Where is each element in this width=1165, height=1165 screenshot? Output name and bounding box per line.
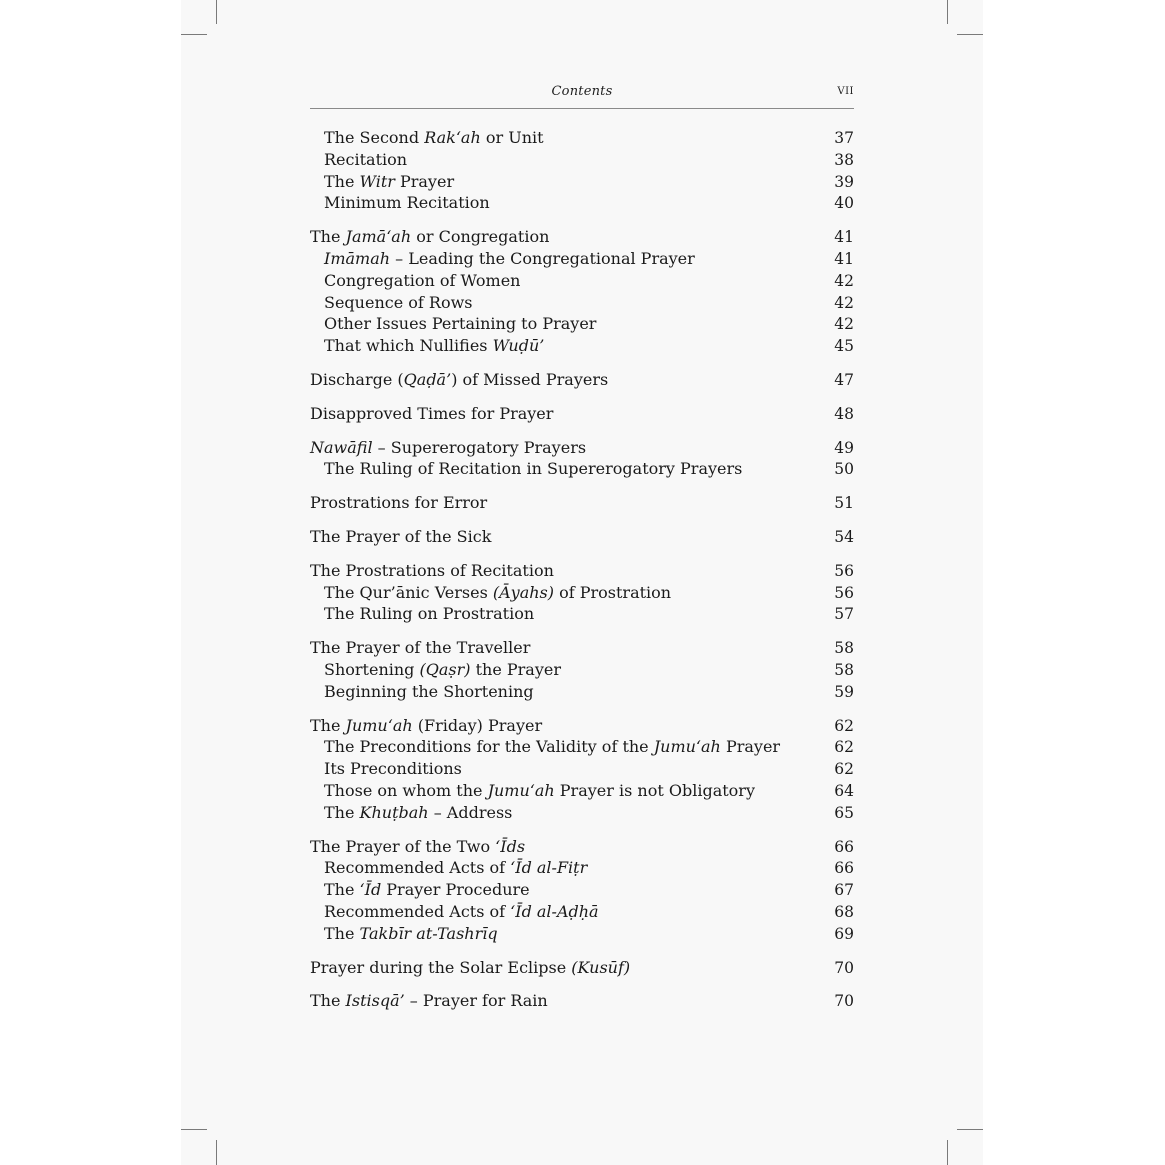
toc-entry-title-italic: Jumu‘ah bbox=[653, 737, 721, 757]
toc-entry-page-number: 41 bbox=[834, 249, 854, 268]
toc-entry-title-italic: Qaḍā’ bbox=[403, 369, 452, 389]
toc-entry-title-text: The Ruling of Recitation in Supererogatory Prayers bbox=[324, 459, 743, 479]
toc-entry-title-text: Disapproved Times for Prayer bbox=[310, 403, 554, 423]
toc-entry-page-number: 68 bbox=[834, 902, 854, 921]
toc-entry[interactable] bbox=[310, 990, 854, 1012]
toc-entry[interactable] bbox=[310, 526, 854, 548]
toc-entry-title-italic: Jamā‘ah bbox=[345, 227, 412, 247]
toc-entry-title bbox=[310, 603, 534, 625]
toc-entry-title-text: The Qur’ānic Verses bbox=[324, 582, 493, 602]
toc-entry-title-text: The bbox=[310, 715, 346, 735]
crop-mark-top-right-horizontal bbox=[957, 34, 983, 35]
toc-entry-page-number: 42 bbox=[834, 315, 854, 334]
toc-entry-title-text: The Prayer of the Sick bbox=[310, 526, 492, 546]
crop-mark-bottom-right-vertical bbox=[947, 1140, 948, 1165]
toc-entry-title-italic: Istisqā’ bbox=[345, 991, 405, 1011]
toc-section bbox=[310, 836, 854, 945]
toc-section bbox=[310, 127, 854, 214]
toc-entry-title-italic: (Āyahs) bbox=[492, 582, 555, 602]
running-header bbox=[310, 84, 854, 109]
toc-entry-page-number: 48 bbox=[834, 404, 854, 423]
toc-section bbox=[310, 637, 854, 702]
toc-entry-title-text: Those on whom the bbox=[324, 780, 488, 800]
toc-entry-page-number: 70 bbox=[834, 958, 854, 977]
toc-entry-page-number: 62 bbox=[834, 760, 854, 779]
toc-entry-title-text: The bbox=[324, 923, 360, 943]
toc-subentry[interactable] bbox=[310, 603, 854, 625]
toc-subentry[interactable] bbox=[310, 780, 854, 802]
toc-entry-page-number: 64 bbox=[834, 781, 854, 800]
toc-entry-title-text: The bbox=[324, 880, 360, 900]
toc-entry-title bbox=[310, 248, 695, 270]
toc-entry-title-text: ) of Missed Prayers bbox=[451, 369, 609, 389]
toc-entry-title-text: Recitation bbox=[324, 149, 408, 169]
toc-entry-title-italic: Rak‘ah bbox=[424, 128, 481, 147]
toc-subentry[interactable] bbox=[310, 127, 854, 149]
crop-mark-top-left-vertical bbox=[216, 0, 217, 24]
toc-section bbox=[310, 437, 854, 481]
toc-entry-title bbox=[310, 780, 755, 802]
toc-entry-title bbox=[310, 715, 542, 737]
toc-entry-title-text: Prayer is not Obligatory bbox=[554, 780, 755, 800]
toc-entry-title bbox=[310, 582, 671, 604]
toc-entry-title-text: The Prostrations of Recitation bbox=[310, 560, 554, 580]
toc-entry-title bbox=[310, 802, 512, 824]
toc-section bbox=[310, 369, 854, 391]
toc-entry-title bbox=[310, 637, 530, 659]
toc-entry-title-text: Prayer Procedure bbox=[381, 880, 530, 900]
toc-subentry[interactable] bbox=[310, 149, 854, 171]
toc-entry-title-italic: (Kusūf) bbox=[571, 957, 631, 977]
toc-entry-title-text: Recommended Acts of bbox=[324, 858, 511, 878]
toc-entry-title-text: The Prayer of the Traveller bbox=[310, 638, 531, 658]
toc-subentry[interactable] bbox=[310, 582, 854, 604]
toc-entry-title-text: – Leading the Congregational Prayer bbox=[390, 248, 695, 268]
toc-subentry[interactable] bbox=[310, 857, 854, 879]
toc-entry-title-text: Prayer bbox=[394, 171, 455, 191]
toc-subentry[interactable] bbox=[310, 681, 854, 703]
toc-entry-title bbox=[310, 149, 407, 171]
toc-entry-page-number: 47 bbox=[834, 370, 854, 389]
toc-entry-page-number: 57 bbox=[834, 605, 854, 624]
toc-entry-title bbox=[310, 901, 599, 923]
toc-section bbox=[310, 492, 854, 514]
toc-entry-page-number: 67 bbox=[834, 881, 854, 900]
toc-entry-title-text: of Prostration bbox=[554, 582, 672, 602]
toc-entry-page-number: 66 bbox=[834, 837, 854, 856]
toc-entry[interactable] bbox=[310, 226, 854, 248]
toc-entry-page-number: 38 bbox=[834, 150, 854, 169]
toc-entry-page-number: 37 bbox=[834, 129, 854, 147]
toc-entry-title-text: the Prayer bbox=[470, 659, 561, 679]
toc-entry-title bbox=[310, 335, 544, 357]
running-header-page-number: VII bbox=[837, 86, 854, 97]
toc-entry-title bbox=[310, 526, 491, 548]
toc-entry-title-text: Its Preconditions bbox=[324, 759, 462, 779]
toc-subentry[interactable] bbox=[310, 292, 854, 314]
toc-entry[interactable] bbox=[310, 957, 854, 979]
toc-subentry[interactable] bbox=[310, 248, 854, 270]
toc-entry[interactable] bbox=[310, 437, 854, 459]
toc-entry-title bbox=[310, 836, 525, 858]
toc-entry-page-number: 62 bbox=[834, 738, 854, 757]
toc-entry-page-number: 45 bbox=[834, 337, 854, 356]
toc-entry-title-text: Prostrations for Error bbox=[310, 493, 488, 513]
toc-entry-title bbox=[310, 437, 586, 459]
toc-entry-title-text: The bbox=[324, 802, 360, 822]
toc-entry-page-number: 56 bbox=[834, 583, 854, 602]
crop-mark-bottom-right-horizontal bbox=[957, 1129, 983, 1130]
toc-entry-page-number: 66 bbox=[834, 859, 854, 878]
toc-entry-title-text: The Prayer of the Two bbox=[310, 836, 496, 856]
toc-entry-page-number: 40 bbox=[834, 194, 854, 213]
toc-entry[interactable] bbox=[310, 637, 854, 659]
toc-entry[interactable] bbox=[310, 715, 854, 737]
toc-entry[interactable] bbox=[310, 560, 854, 582]
crop-mark-top-right-vertical bbox=[947, 0, 948, 24]
toc-entry-title-text: or Unit bbox=[480, 128, 544, 147]
toc-entry-title-text: – Address bbox=[428, 802, 513, 822]
toc-subentry[interactable] bbox=[310, 901, 854, 923]
toc-entry-title bbox=[310, 270, 520, 292]
toc-entry-title bbox=[310, 226, 549, 248]
toc-subentry[interactable] bbox=[310, 659, 854, 681]
toc-entry-page-number: 59 bbox=[834, 682, 854, 701]
toc-entry-title-text: The Preconditions for the Validity of the bbox=[324, 737, 654, 757]
toc-subentry[interactable] bbox=[310, 923, 854, 945]
toc-entry-title-italic: Khuṭbah bbox=[359, 802, 429, 822]
toc-entry-page-number: 65 bbox=[834, 803, 854, 822]
toc-entry-page-number: 51 bbox=[834, 494, 854, 513]
toc-entry-page-number: 50 bbox=[834, 460, 854, 479]
toc-entry-title-italic: Nawāfil bbox=[310, 437, 373, 457]
toc-entry-title bbox=[310, 681, 534, 703]
toc-entry-title bbox=[310, 403, 553, 425]
crop-mark-bottom-left-vertical bbox=[216, 1140, 217, 1165]
toc-entry-title-text: The bbox=[310, 991, 346, 1011]
toc-entry-title bbox=[310, 313, 596, 335]
toc-entry-title-text: Prayer during the Solar Eclipse bbox=[310, 957, 572, 977]
toc-entry-title-text: That which Nullifies bbox=[324, 336, 493, 356]
toc-subentry[interactable] bbox=[310, 335, 854, 357]
toc-entry-title bbox=[310, 736, 780, 758]
toc-entry-page-number: 56 bbox=[834, 561, 854, 580]
toc-subentry[interactable] bbox=[310, 270, 854, 292]
toc-entry-title bbox=[310, 292, 473, 314]
toc-entry-title bbox=[310, 458, 742, 480]
toc-subentry[interactable] bbox=[310, 736, 854, 758]
toc-entry-page-number: 42 bbox=[834, 271, 854, 290]
toc-section bbox=[310, 715, 854, 824]
toc-entry-page-number: 62 bbox=[834, 716, 854, 735]
toc-entry-title-text: The bbox=[310, 227, 346, 247]
toc-entry-title bbox=[310, 369, 608, 391]
toc-subentry[interactable] bbox=[310, 458, 854, 480]
toc-entry-title-italic: Wuḍū’ bbox=[492, 336, 545, 356]
toc-entry-title-italic: Jumu‘ah bbox=[487, 780, 555, 800]
running-header-title: Contents bbox=[551, 84, 613, 99]
toc-entry-page-number: 39 bbox=[834, 172, 854, 191]
toc-entry-title-text: – Prayer for Rain bbox=[404, 991, 548, 1011]
toc-entry-title bbox=[310, 127, 544, 149]
toc-entry-title bbox=[310, 171, 454, 193]
toc-section bbox=[310, 403, 854, 425]
toc-entry-title bbox=[310, 990, 548, 1012]
toc-entry-page-number: 54 bbox=[834, 527, 854, 546]
toc-subentry[interactable] bbox=[310, 313, 854, 335]
toc-entry-title-text: Beginning the Shortening bbox=[324, 681, 534, 701]
toc-entry-title-italic: ‘Īd al-Fiṭr bbox=[510, 858, 588, 878]
toc-section bbox=[310, 957, 854, 979]
toc-entry-title-italic: ‘Īd bbox=[359, 880, 382, 900]
toc-entry-title bbox=[310, 659, 561, 681]
toc-subentry[interactable] bbox=[310, 171, 854, 193]
toc-entry-title-italic: ‘Īd al-Aḍḥā bbox=[510, 901, 599, 921]
crop-mark-top-left-horizontal bbox=[181, 34, 207, 35]
toc-entry-page-number: 58 bbox=[834, 639, 854, 658]
toc-entry-title-text: Shortening bbox=[324, 659, 420, 679]
toc-section bbox=[310, 560, 854, 625]
toc-subentry[interactable] bbox=[310, 758, 854, 780]
toc-entry-title bbox=[310, 560, 554, 582]
toc-entry-page-number: 41 bbox=[834, 228, 854, 247]
toc-entry-page-number: 49 bbox=[834, 438, 854, 457]
toc-entry-title-italic: (Qaṣr) bbox=[419, 659, 471, 679]
toc-entry-title-italic: Takbīr at-Tashrīq bbox=[359, 923, 498, 943]
toc-entry-title-text: Minimum Recitation bbox=[324, 193, 490, 213]
toc-entry-title-text: – Supererogatory Prayers bbox=[372, 437, 587, 457]
toc-entry-title bbox=[310, 923, 498, 945]
toc-entry-title bbox=[310, 879, 530, 901]
toc-entry-title bbox=[310, 492, 487, 514]
toc-subentry[interactable] bbox=[310, 192, 854, 214]
toc-subentry[interactable] bbox=[310, 802, 854, 824]
toc-subentry[interactable] bbox=[310, 879, 854, 901]
toc-entry-title-italic: Jumu‘ah bbox=[345, 715, 413, 735]
toc-section bbox=[310, 226, 854, 357]
toc-entry[interactable] bbox=[310, 403, 854, 425]
toc-entry[interactable] bbox=[310, 369, 854, 391]
toc-entry-title-text: Congregation of Women bbox=[324, 270, 521, 290]
toc-entry-page-number: 58 bbox=[834, 660, 854, 679]
toc-entry-title-italic: Witr bbox=[359, 171, 395, 191]
toc-entry-title bbox=[310, 957, 630, 979]
toc-entry-title-text: (Friday) Prayer bbox=[412, 715, 543, 735]
toc-entry-title-text: Sequence of Rows bbox=[324, 292, 473, 312]
toc-entry-page-number: 70 bbox=[834, 992, 854, 1011]
toc-entry-page-number: 42 bbox=[834, 293, 854, 312]
toc-entry-title-text: The Second bbox=[324, 128, 425, 147]
toc-entry-title bbox=[310, 758, 462, 780]
crop-mark-bottom-left-horizontal bbox=[181, 1129, 207, 1130]
toc-section bbox=[310, 990, 854, 1012]
toc-entry-title-text: Discharge ( bbox=[310, 369, 404, 389]
toc-entry-title-text: Other Issues Pertaining to Prayer bbox=[324, 314, 597, 334]
toc-entry-title bbox=[310, 192, 490, 214]
toc-entry-title-italic: ‘Īds bbox=[495, 836, 526, 856]
toc-entry[interactable] bbox=[310, 836, 854, 858]
toc-section bbox=[310, 526, 854, 548]
toc-entry-title-text: or Congregation bbox=[411, 227, 550, 247]
toc-entry-page-number: 69 bbox=[834, 924, 854, 943]
toc-entry-title-text: Recommended Acts of bbox=[324, 901, 511, 921]
toc-entry-title-text: The Ruling on Prostration bbox=[324, 604, 535, 624]
toc-entry-title-italic: Imāmah bbox=[324, 248, 391, 268]
toc-entry-title-text: Prayer bbox=[720, 737, 781, 757]
table-of-contents bbox=[310, 127, 854, 1024]
toc-entry-title bbox=[310, 857, 587, 879]
toc-entry-title-text: The bbox=[324, 171, 360, 191]
toc-entry[interactable] bbox=[310, 492, 854, 514]
